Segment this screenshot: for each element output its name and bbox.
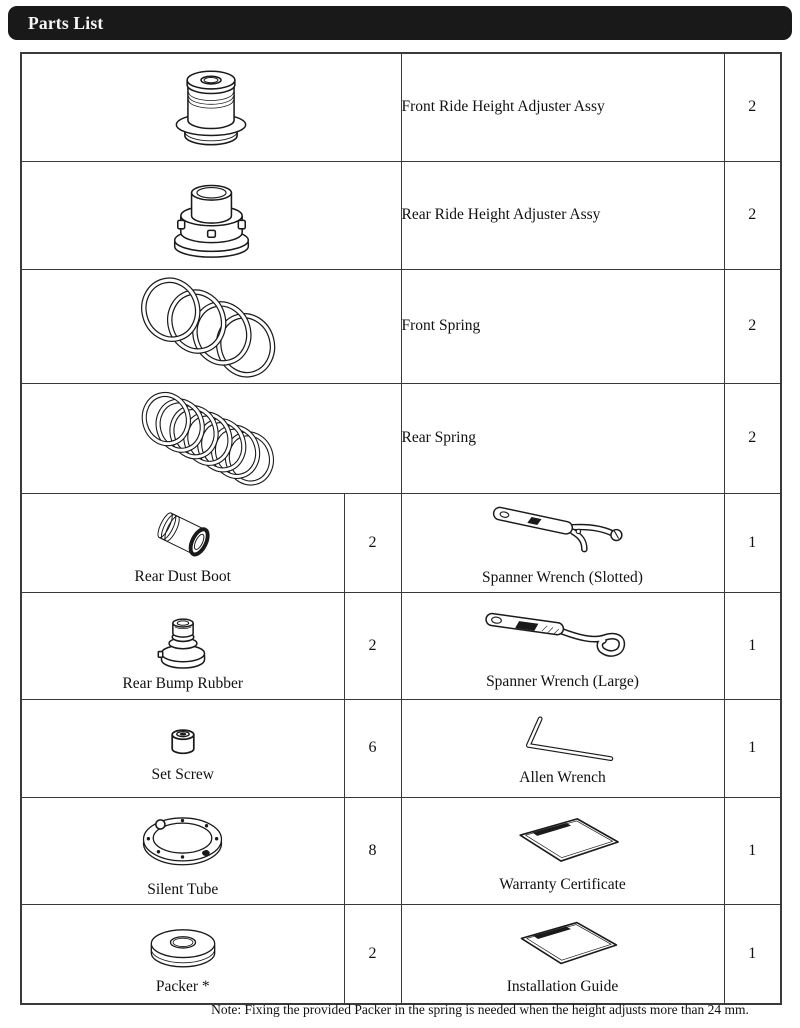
part-label: Silent Tube [147, 880, 219, 898]
part-qty: 6 [344, 699, 401, 797]
part-name: Rear Ride Height Adjuster Assy [401, 161, 724, 269]
rear-bump-rubber-image [143, 599, 223, 675]
part-cell [21, 493, 344, 592]
warranty-certificate-image [488, 808, 638, 876]
part-qty: 2 [724, 383, 781, 493]
page-title: Parts List [28, 12, 104, 33]
part-cell [401, 592, 724, 699]
part-image-cell [21, 383, 401, 493]
part-label: Packer * [155, 977, 210, 995]
part-qty: 2 [344, 904, 401, 1004]
silent-tube-image [124, 803, 241, 881]
part-label: Installation Guide [506, 977, 619, 995]
part-image-cell [21, 53, 401, 161]
part-cell [401, 797, 724, 904]
rear-dust-boot-image [133, 500, 233, 568]
allen-wrench-image [493, 710, 633, 769]
part-label: Set Screw [151, 766, 214, 784]
part-image-cell [21, 269, 401, 383]
spanner-wrench-large-image [470, 601, 655, 673]
part-name: Rear Spring [401, 383, 724, 493]
part-qty: 1 [724, 904, 781, 1004]
packer-image [127, 912, 239, 978]
part-qty: 1 [724, 592, 781, 699]
part-cell [401, 699, 724, 797]
table-row [21, 493, 781, 592]
part-label: Rear Bump Rubber [122, 674, 244, 692]
part-qty: 2 [724, 161, 781, 269]
rear-spring-image [130, 387, 293, 489]
set-screw-image [155, 712, 211, 766]
part-image-cell [21, 161, 401, 269]
part-label: Allen Wrench [519, 768, 606, 786]
table-row [21, 592, 781, 699]
installation-guide-image [488, 912, 638, 978]
table-row [21, 269, 781, 383]
part-cell [21, 592, 344, 699]
part-cell [21, 699, 344, 797]
table-row [21, 383, 781, 493]
table-row [21, 797, 781, 904]
front-spring-image [130, 274, 293, 378]
part-qty: 1 [724, 699, 781, 797]
rear-ride-height-adjuster-image [154, 165, 269, 265]
part-cell [21, 797, 344, 904]
table-row [21, 904, 781, 1004]
part-qty: 1 [724, 797, 781, 904]
part-cell [401, 493, 724, 592]
part-qty: 2 [724, 53, 781, 161]
part-qty: 2 [344, 592, 401, 699]
spanner-wrench-slotted-image [475, 499, 650, 569]
header-bar [8, 6, 792, 40]
part-cell [401, 904, 724, 1004]
part-label: Warranty Certificate [499, 875, 626, 893]
part-name: Front Ride Height Adjuster Assy [401, 53, 724, 161]
table-row [21, 53, 781, 161]
part-label: Spanner Wrench (Slotted) [482, 568, 643, 586]
part-label: Rear Dust Boot [134, 567, 231, 585]
part-cell [21, 904, 344, 1004]
part-qty: 2 [344, 493, 401, 592]
part-qty: 2 [724, 269, 781, 383]
note-text: Note: Fixing the provided Packer in the spring is needed when the height adjusts more than 24 mm. [211, 1002, 749, 1017]
front-ride-height-adjuster-image [157, 57, 265, 157]
table-row [21, 161, 781, 269]
part-qty: 1 [724, 493, 781, 592]
parts-table [20, 52, 782, 1005]
table-row [21, 699, 781, 797]
part-qty: 8 [344, 797, 401, 904]
part-label: Spanner Wrench (Large) [486, 672, 639, 690]
part-name: Front Spring [401, 269, 724, 383]
